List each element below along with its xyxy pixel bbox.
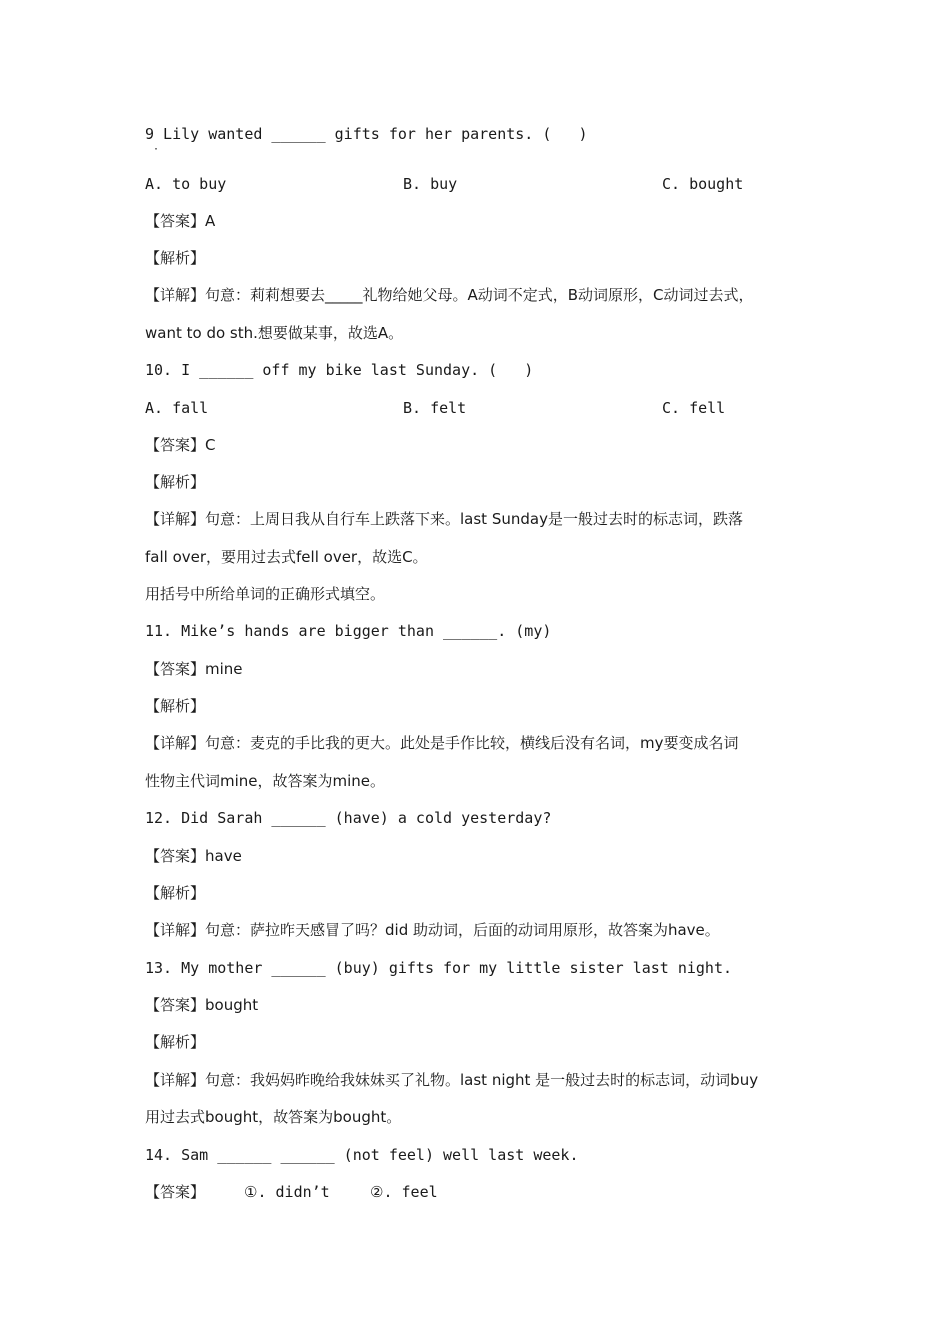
q11-answer: 【答案】mine: [145, 660, 243, 678]
q13-answer: 【答案】bought: [145, 996, 259, 1014]
q10-option-a: A. fall: [145, 399, 209, 417]
marker-dot: ·: [153, 144, 160, 155]
q12-detail-line-1: 【详解】句意：萨拉昨天感冒了吗？did 助动词，后面的动词用原形，故答案为have。: [145, 921, 720, 939]
q12-answer: 【答案】have: [145, 847, 242, 865]
q10-analysis-heading: 【解析】: [145, 473, 206, 491]
section-instruction: 用括号中所给单词的正确形式填空。: [145, 585, 386, 603]
q9-detail-line-1: 【详解】句意：莉莉想要去_____礼物给她父母。A动词不定式，B动词原形，C动词过去式，: [145, 286, 754, 304]
q10-option-b: B. felt: [403, 399, 467, 417]
q13-detail-line-1: 【详解】句意：我妈妈昨晚给我妹妹买了礼物。last night 是一般过去时的标志词，动词buy: [145, 1071, 759, 1089]
q10-answer: 【答案】C: [145, 436, 216, 454]
q9-analysis-heading: 【解析】: [145, 249, 206, 267]
q9-option-a: A. to buy: [145, 175, 227, 193]
q9-detail-line-2: want to do sth.想要做某事，故选A。: [145, 324, 404, 342]
q14-answer-blank-2: ②. feel: [370, 1183, 438, 1201]
q11-analysis-heading: 【解析】: [145, 697, 206, 715]
q14-answer-blank-1: ①. didn’t: [244, 1183, 330, 1201]
q13-stem: 13. My mother ______ (buy) gifts for my little sister last night.: [145, 959, 732, 977]
q11-stem: 11. Mike’s hands are bigger than ______. (my): [145, 622, 552, 640]
q10-stem: 10. I ______ off my bike last Sunday. ( ): [145, 361, 534, 379]
q10-option-c: C. fell: [662, 399, 726, 417]
q10-detail-line-2: fall over，要用过去式fell over，故选C。: [145, 548, 428, 566]
q11-detail-line-1: 【详解】句意：麦克的手比我的更大。此处是手作比较，横线后没有名词，my要变成名词: [145, 734, 739, 752]
q13-detail-line-2: 用过去式bought，故答案为bought。: [145, 1108, 402, 1126]
q11-detail-line-2: 性物主代词mine，故答案为mine。: [145, 772, 386, 790]
q9-option-c: C. bought: [662, 175, 744, 193]
q9-stem: 9 Lily wanted ______ gifts for her parents. ( ): [145, 125, 588, 143]
q10-detail-line-1: 【详解】句意：上周日我从自行车上跌落下来。last Sunday是一般过去时的标志词，跌落: [145, 510, 743, 528]
q12-stem: 12. Did Sarah ______ (have) a cold yesterday?: [145, 809, 552, 827]
q14-answer-label: 【答案】: [145, 1183, 206, 1201]
q9-answer: 【答案】A: [145, 212, 216, 230]
q14-stem: 14. Sam ______ ______ (not feel) well last week.: [145, 1146, 579, 1164]
q13-analysis-heading: 【解析】: [145, 1033, 206, 1051]
q12-analysis-heading: 【解析】: [145, 884, 206, 902]
q9-option-b: B. buy: [403, 175, 458, 193]
